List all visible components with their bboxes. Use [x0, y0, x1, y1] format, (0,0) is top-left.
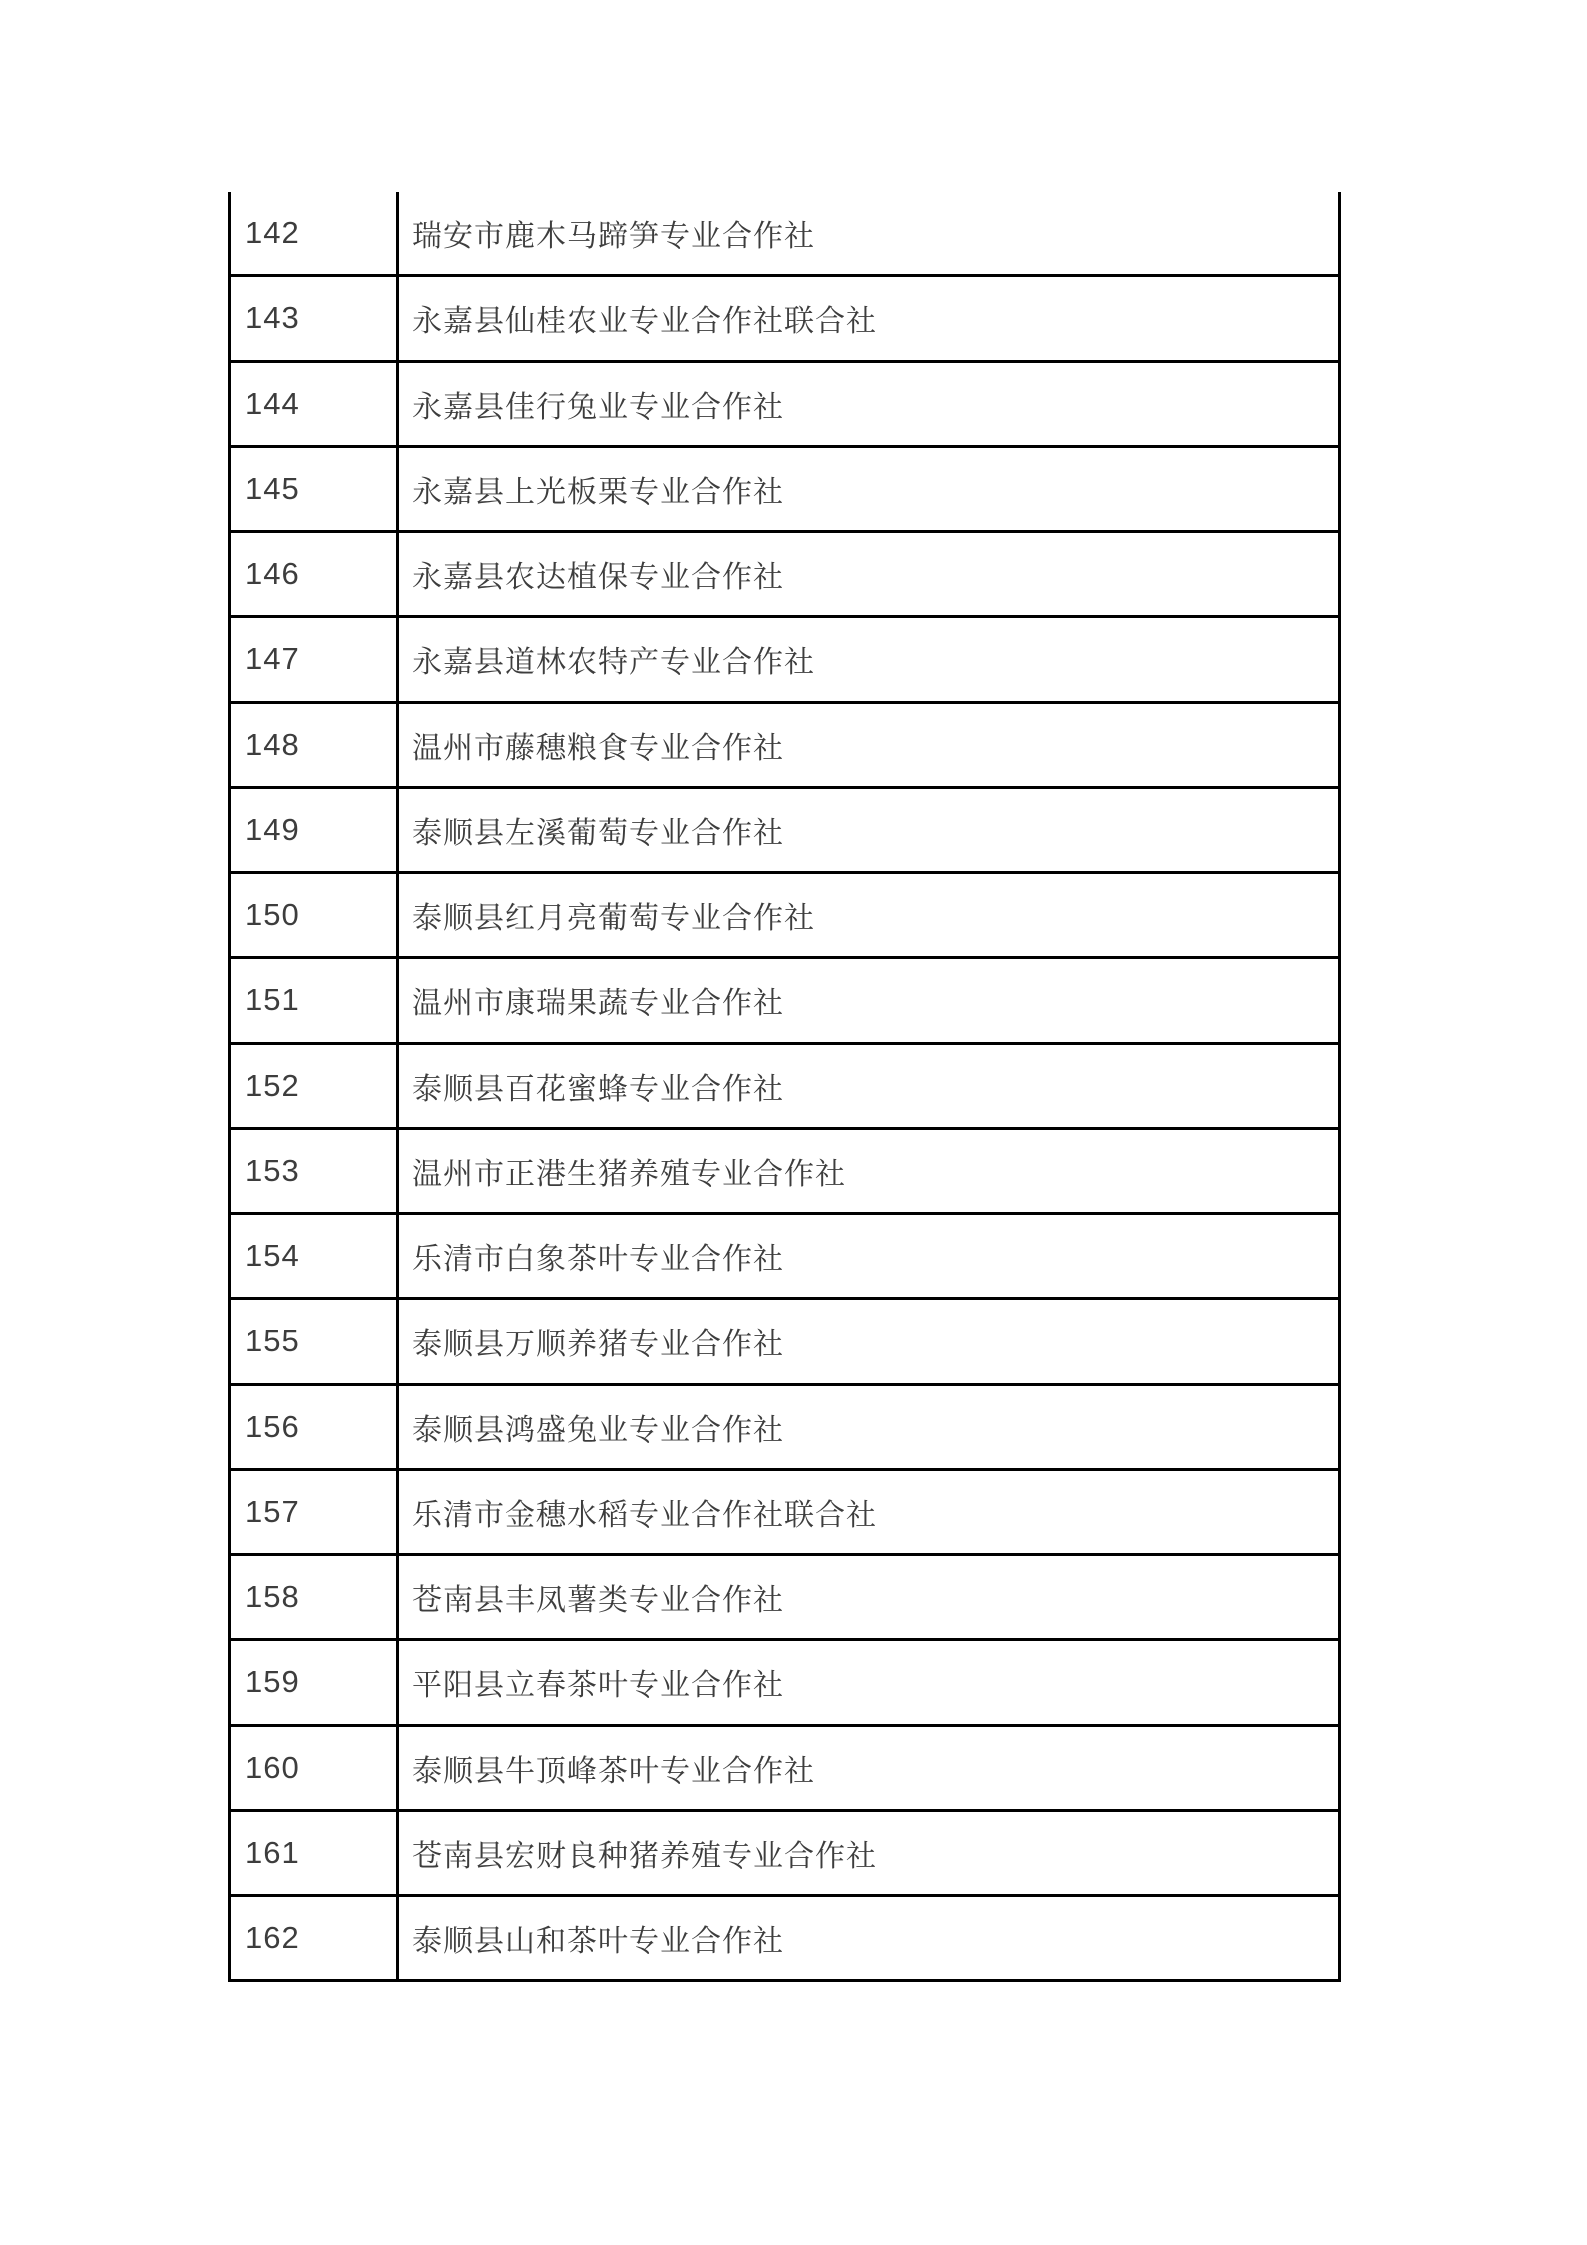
table-row	[231, 618, 1338, 703]
table-row	[231, 1130, 1338, 1215]
table-row	[231, 192, 1338, 277]
table-row	[231, 1556, 1338, 1641]
row-name-cell: 泰顺县红月亮葡萄专业合作社	[412, 902, 815, 936]
table-row	[231, 1045, 1338, 1130]
row-name-cell: 泰顺县百花蜜蜂专业合作社	[412, 1072, 784, 1106]
row-number-cell: 147	[231, 618, 399, 700]
row-name-cell: 永嘉县仙桂农业专业合作社联合社	[412, 305, 877, 339]
row-name-cell: 乐清市白象茶叶专业合作社	[412, 1243, 784, 1277]
row-name-cell: 永嘉县上光板栗专业合作社	[412, 475, 784, 509]
table-row	[231, 1812, 1338, 1897]
row-number-cell: 162	[231, 1897, 399, 1979]
table-row	[231, 1727, 1338, 1812]
table-row	[231, 1897, 1338, 1982]
cooperative-table	[228, 192, 1341, 1982]
table-row	[231, 1300, 1338, 1385]
table-row	[231, 959, 1338, 1044]
row-number-cell: 157	[231, 1471, 399, 1553]
row-number-cell: 158	[231, 1556, 399, 1638]
row-number-cell: 145	[231, 448, 399, 530]
table-row	[231, 448, 1338, 533]
table-row	[231, 533, 1338, 618]
row-name-cell: 瑞安市鹿木马蹄笋专业合作社	[412, 220, 815, 254]
row-name-cell: 苍南县宏财良种猪养殖专业合作社	[412, 1839, 877, 1873]
row-number-cell: 160	[231, 1727, 399, 1809]
row-name-cell: 温州市藤穗粮食专业合作社	[412, 731, 784, 765]
table-row	[231, 1471, 1338, 1556]
row-name-cell: 泰顺县山和茶叶专业合作社	[412, 1925, 784, 1959]
row-number-cell: 148	[231, 704, 399, 786]
row-number-cell: 152	[231, 1045, 399, 1127]
row-name-cell: 乐清市金穗水稻专业合作社联合社	[412, 1498, 877, 1532]
row-number-cell: 146	[231, 533, 399, 615]
table-row	[231, 1386, 1338, 1471]
row-number-cell: 142	[231, 192, 399, 274]
row-name-cell: 永嘉县佳行兔业专业合作社	[412, 390, 784, 424]
row-name-cell: 平阳县立春茶叶专业合作社	[412, 1669, 784, 1703]
row-number-cell: 149	[231, 789, 399, 871]
row-number-cell: 151	[231, 959, 399, 1041]
row-number-cell: 159	[231, 1641, 399, 1723]
table-row	[231, 363, 1338, 448]
row-name-cell: 泰顺县左溪葡萄专业合作社	[412, 816, 784, 850]
row-name-cell: 温州市康瑞果蔬专业合作社	[412, 987, 784, 1021]
row-name-cell: 泰顺县牛顶峰茶叶专业合作社	[412, 1754, 815, 1788]
row-number-cell: 150	[231, 874, 399, 956]
table-row	[231, 874, 1338, 959]
row-number-cell: 161	[231, 1812, 399, 1894]
row-name-cell: 永嘉县道林农特产专业合作社	[412, 646, 815, 680]
table-row	[231, 704, 1338, 789]
row-number-cell: 144	[231, 363, 399, 445]
row-number-cell: 154	[231, 1215, 399, 1297]
cooperative-table-body	[231, 192, 1338, 1982]
table-row	[231, 1641, 1338, 1726]
row-name-cell: 泰顺县鸿盛兔业专业合作社	[412, 1413, 784, 1447]
table-row	[231, 789, 1338, 874]
row-number-cell: 143	[231, 277, 399, 359]
row-number-cell: 155	[231, 1300, 399, 1382]
row-name-cell: 苍南县丰凤薯类专业合作社	[412, 1584, 784, 1618]
table-row	[231, 277, 1338, 362]
row-name-cell: 永嘉县农达植保专业合作社	[412, 561, 784, 595]
row-name-cell: 温州市正港生猪养殖专业合作社	[412, 1157, 846, 1191]
row-name-cell: 泰顺县万顺养猪专业合作社	[412, 1328, 784, 1362]
row-number-cell: 156	[231, 1386, 399, 1468]
table-row	[231, 1215, 1338, 1300]
row-number-cell: 153	[231, 1130, 399, 1212]
